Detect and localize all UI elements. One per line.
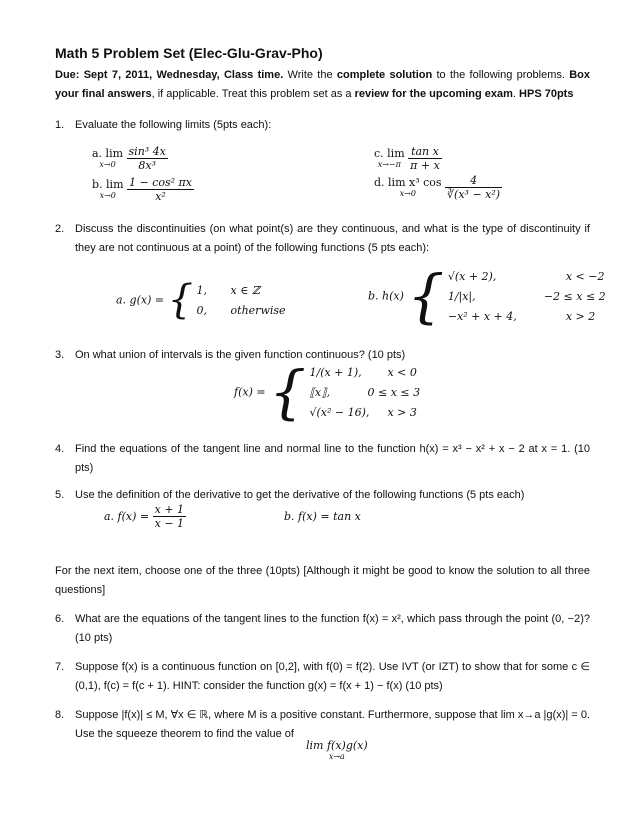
function-f-piecewise [234,358,421,426]
limit-label: d. lim x³ cos [374,175,442,189]
case-condition: 0 ≤ x ≤ 3 [367,385,421,399]
intro-text: , if applicable. Treat this problem set as a [151,88,355,100]
question-6 [55,610,590,648]
intro-text: . [512,88,520,100]
case-value: 1/|x|, [447,289,476,303]
intro-emphasis: Box your final answers [55,69,590,100]
limit-subscript: x→−π [377,159,401,169]
function-label: a. f(x) = [104,510,150,523]
question-2 [55,220,590,258]
numerator: sin³ 4x [128,145,166,158]
numerator: 1 − cos² πx [129,176,192,189]
case-value: √(x + 2), [447,269,497,283]
intro-text: to the following problems. [432,69,570,81]
function-g [116,277,286,323]
left-brace: { [407,262,445,330]
piecewise-cases [197,280,286,320]
case-condition: x < −2 [565,269,605,283]
intro-text: Write the [283,69,337,81]
denominator: x − 1 [154,517,185,530]
choose-note-text: For the next item, choose one of the three (10pts) [Although it might be good to know the solution to all three questions] [55,565,590,596]
left-brace: { [167,277,194,323]
question-number: 8. [55,709,65,721]
case-value: ⟦x⟧, [309,385,331,399]
derivative-b: b. f(x) = tan x [284,510,361,523]
piecewise-cases [309,362,420,422]
limit-expression: lim f(x)g(x) [306,739,368,752]
numerator: tan x [411,145,439,158]
question-text: On what union of intervals is the given function continuous? (10 pts) [75,349,406,361]
question-text: Find the equations of the tangent line and normal line to the function h(x) = x³ − x² + x − 2 at x = 1. (10 pts) [75,443,590,474]
instructions [55,66,590,104]
case-value: −x² + x + 4, [447,309,517,323]
function-label: a. g(x) = [116,293,165,307]
question-number: 6. [55,613,65,625]
case-condition: otherwise [230,303,286,317]
due-date: Due: Sept 7, 2011, Wednesday, Class time. [55,69,284,81]
question-number: 5. [55,489,65,501]
case-condition: −2 ≤ x ≤ 2 [543,289,606,303]
denominator: 8x³ [127,158,168,172]
question-number: 1. [55,119,65,131]
limit-b [92,176,194,203]
limit-label: c. lim [374,146,405,160]
page-title: Math 5 Problem Set (Elec-Glu-Grav-Pho) [55,45,323,61]
case-condition: x < 0 [387,365,417,379]
numerator: x + 1 [154,503,185,516]
intro-emphasis: review for the upcoming exam [354,88,513,100]
case-value: 0, [196,303,208,317]
squeeze-limit [306,740,368,762]
function-label: b. h(x) [368,289,404,303]
question-text: Use the definition of the derivative to get the derivative of the following functions (5 pts each) [75,489,525,501]
limit-d [374,174,502,201]
function-h [368,262,606,330]
question-text: Suppose f(x) is a continuous function on [0,2], with f(0) = f(2). Use IVT (or IZT) to show that for some c ∈ (0,1), f(c) = f(c + 1). HINT: consider the function g(x) = f(x + 1) − f(x) (10 pts) [75,661,590,692]
case-condition: x ∈ ℤ [230,283,260,297]
case-condition: x > 2 [565,309,596,323]
function-label: f(x) = [234,385,266,399]
choose-note [55,562,590,600]
question-4 [55,440,590,478]
left-brace: { [269,358,306,426]
question-text: Discuss the discontinuities (on what point(s) are they continuous, and what is the type of discontinuity if they are not continuous at a point) of the following functions (5 pts each): [75,223,590,254]
question-text: Suppose |f(x)| ≤ M, ∀x ∈ ℝ, where M is a positive constant. Furthermore, suppose that lim x→a |g(x)| = 0. Use the squeeze theorem to find the value of [75,709,590,740]
piecewise-cases [448,266,606,326]
limit-subscript: x→0 [99,159,116,169]
total-points: HPS 70pts [519,88,574,100]
question-number: 7. [55,661,65,673]
derivative-a [104,503,186,530]
question-7 [55,658,590,696]
question-1 [55,116,590,135]
denominator: ∛(x³ − x²) [447,188,501,201]
limit-c [374,145,442,172]
limit-subscript: x→0 [99,190,116,200]
denominator: π + x [410,159,440,172]
question-number: 3. [55,349,65,361]
limit-subscript: x→a [328,752,345,761]
intro-emphasis: complete solution [336,69,433,81]
case-value: 1, [196,283,208,297]
numerator: 4 [470,174,478,187]
case-value: √(x² − 16), [309,405,370,419]
limit-subscript: x→0 [399,188,416,198]
limit-label: b. lim [92,177,124,191]
limit-label: a. lim [92,146,124,160]
limit-a [92,145,168,172]
question-text: Evaluate the following limits (5pts each): [75,119,272,131]
question-text: What are the equations of the tangent lines to the function f(x) = x², which pass through the point (0, −2)? (10 pts) [75,613,590,644]
question-number: 4. [55,443,65,455]
case-value: 1/(x + 1), [309,365,362,379]
denominator: x² [127,189,194,203]
case-condition: x > 3 [387,405,417,419]
question-number: 2. [55,223,65,235]
